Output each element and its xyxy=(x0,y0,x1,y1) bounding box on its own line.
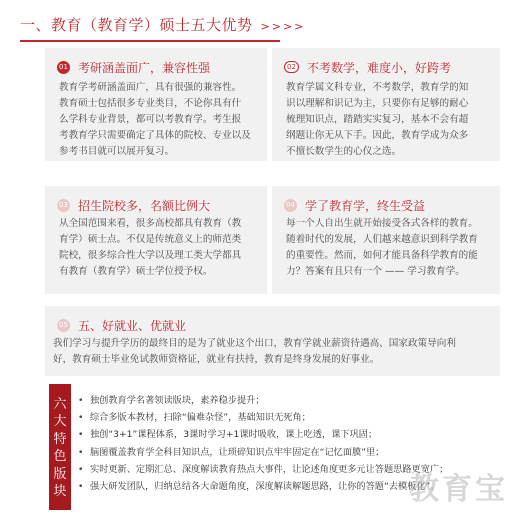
list-item: • 独创“3+1”课程体系，3课时学习+1课时吸收，课上吃透，课下巩固； xyxy=(78,426,518,443)
card-body: 教育学属文科专业，不考数学，教育学的知 识以理解和识记为主，只要你有足够的耐心 梳理知识点，踏踏实实复习，基本不会有超 纲题让你无从下手。因此，教育学成为众多 不擅长数学生的心仪之选。 xyxy=(286,82,469,157)
advantage-card-2 xyxy=(272,48,500,161)
number-badge: 04 xyxy=(284,199,297,212)
number-badge: 01 xyxy=(57,61,70,74)
list-item: • 强大研发团队，归纳总结各大命题角度，深度解读解题思路，让你的答题“去模板化”。 xyxy=(78,478,518,495)
number-badge: 03 xyxy=(57,199,70,212)
card-title: 不考数学，难度小，好跨考 xyxy=(307,60,452,75)
advantage-card-1 xyxy=(45,48,267,161)
page-title xyxy=(20,14,305,35)
card-title: 五、好就业、优就业 xyxy=(78,318,187,333)
sidebar-label-text: 六大特色版块 xyxy=(53,396,67,499)
card-header xyxy=(57,316,186,334)
card-title: 考研涵盖面广，兼容性强 xyxy=(78,60,211,75)
features-sidebar-label xyxy=(49,384,71,510)
list-item: • 脑图覆盖教育学全科目知识点，让琐碎知识点牢牢固定在“记忆面膜”里； xyxy=(78,444,518,461)
watermark-logo: 教育宝 xyxy=(409,472,508,507)
advantage-card-4 xyxy=(272,186,500,294)
page-title-text: 一、教育（教育学）硕士五大优势 xyxy=(20,16,253,34)
list-item: • 实时更新、定期汇总、深度解读教育热点大事件，让论述角度更多元让答题思路更宽广； xyxy=(78,461,518,478)
card-header xyxy=(57,196,210,214)
number-badge: 05 xyxy=(57,319,70,332)
card-header xyxy=(57,58,210,76)
section-header xyxy=(0,0,518,46)
card-body: 我们学习与提升学历的最终目的是为了就业这个出口，教育学就业薪资待遇高、国家政策导向利 好，教育硕士毕业免试教师资格证，就业有扶持，教育是终身发展的好事业。 xyxy=(53,338,456,365)
list-item: • 综合多版本教材，扫除“偏难杂怪”，基础知识无死角； xyxy=(78,409,518,426)
card-body: 教育学考研涵盖面广，具有很强的兼容性。 教育硕士包括很多专业类目，不论你具有什 么学科专业背景，都可以考教育学。考生报 考教育学只需要确定了具体的院校、专业以及 参考书目就可以展开复习。 xyxy=(59,82,251,157)
card-title: 招生院校多，名额比例大 xyxy=(78,198,211,213)
title-arrows-icon: >>>> xyxy=(260,20,306,33)
card-header xyxy=(284,58,451,76)
card-header xyxy=(284,196,425,214)
advantage-card-5 xyxy=(45,306,500,376)
number-badge: 02 xyxy=(284,61,299,73)
card-body: 从全国范围来看，很多高校都具有教育（教 育学）硕士点。不仅是传统意义上的师范类 院校，很多综合性大学以及理工类大学都具 有教育（教育学）硕士学位授予权。 xyxy=(59,218,242,277)
title-underline xyxy=(20,40,280,42)
advantage-card-3 xyxy=(45,186,267,294)
list-item: • 独创教育学名著领读版块，素养稳步提升； xyxy=(78,392,518,409)
card-body: 每一个人自出生就开始接受各式各样的教育。 随着时代的发展，人们越来越意识到科学教育 的重要性。然而，如何才能具备科学教育的能 力？答案有且只有一个 —— 学习教育学。 xyxy=(286,218,478,277)
card-title: 学了教育学，终生受益 xyxy=(305,198,426,213)
